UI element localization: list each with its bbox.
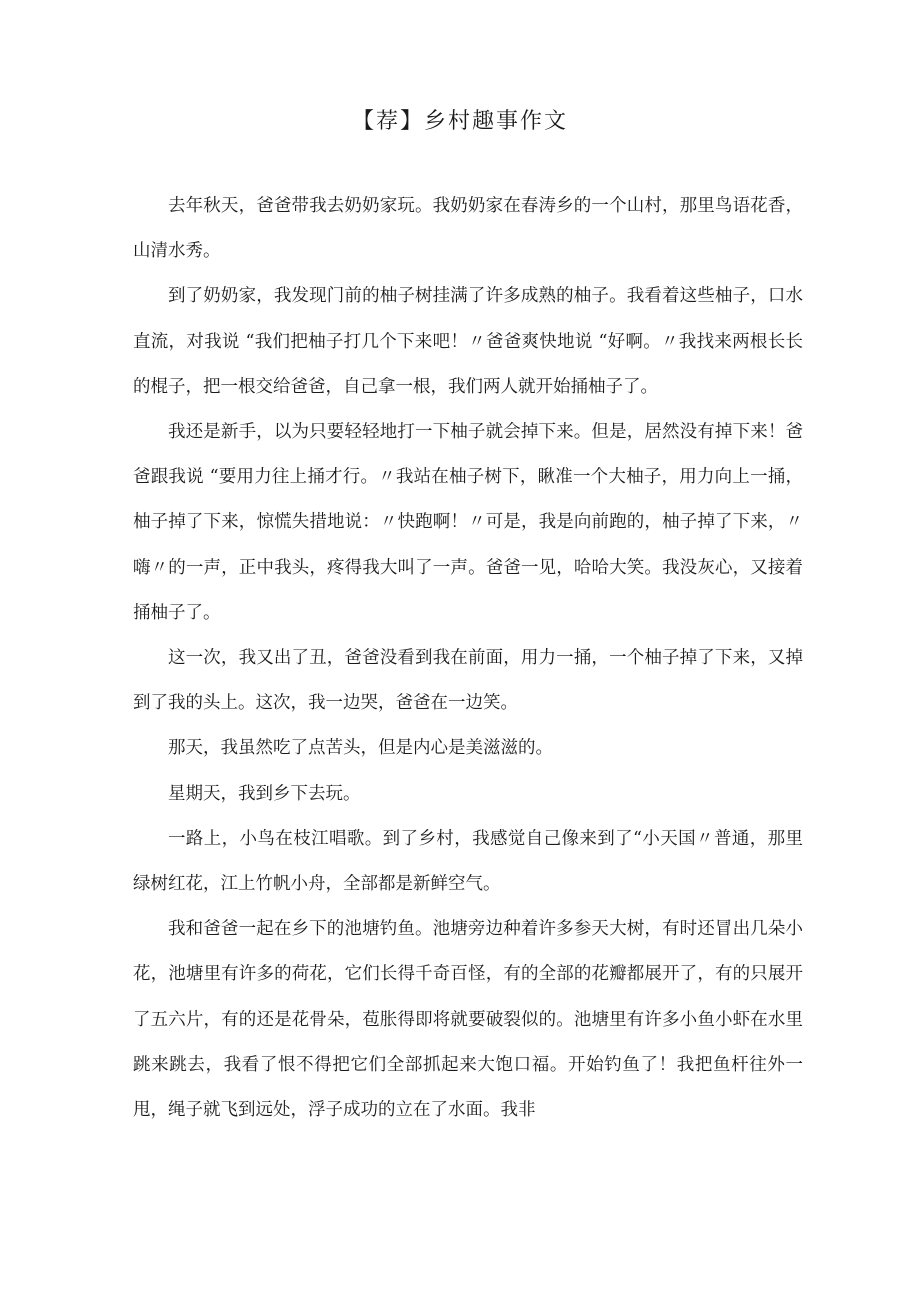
paragraph: 我和爸爸一起在乡下的池塘钓鱼。池塘旁边种着许多参天大树，有时还冒出几朵小花，池塘里有许多的荷花，它们长得千奇百怪，有的全部的花瓣都展开了，有的只展开了五六片，有的还是花骨朵，苞胀得即将就要破裂似的。池塘里有许多小鱼小虾在水里跳来跳去，我看了恨不得把它们全部抓起来大饱口福。开始钓鱼了！我把鱼杆往外一甩，绳子就飞到远处，浮子成功的立在了水面。我非 [133, 919, 803, 1121]
paragraph: 我还是新手，以为只要轻轻地打一下柚子就会掉下来。但是，居然没有掉下来！爸爸跟我说 “要用力往上捅才行。〃我站在柚子树下，瞅准一个大柚子，用力向上一捅，柚子掉了下来，惊慌失措地说：〃快跑啊！〃可是，我是向前跑的，柚子掉了下来，〃嗨〃的一声，正中我头，疼得我大叫了一声。爸爸一见，哈哈大笑。我没灰心，又接着捅柚子了。 [133, 422, 803, 623]
document-body [133, 184, 803, 1133]
paragraph: 星期天，我到乡下去玩。 [168, 783, 361, 804]
document-title: 【荐】乡村趣事作文 [351, 109, 568, 134]
paragraph: 这一次，我又出了丑，爸爸没看到我在前面，用力一捅，一个柚子掉了下来，又掉到了我的头上。这次，我一边哭，爸爸在一边笑。 [133, 648, 803, 714]
paragraph: 去年秋天，爸爸带我去奶奶家玩。我奶奶家在春涛乡的一个山村，那里鸟语花香，山清水秀。 [133, 196, 803, 262]
paragraph: 到了奶奶家，我发现门前的柚子树挂满了许多成熟的柚子。我看着这些柚子，口水直流，对我说 “我们把柚子打几个下来吧！〃爸爸爽快地说 “好啊。〃我找来两根长长的棍子，把一根交给爸爸，自己拿一根，我们两人就开始捅柚子了。 [133, 286, 803, 397]
paragraph: 一路上，小鸟在枝江唱歌。到了乡村，我感觉自己像来到了“小天国〃普通，那里绿树红花，江上竹帆小舟，全部都是新鲜空气。 [133, 828, 803, 895]
paragraph: 那天，我虽然吃了点苦头，但是内心是美滋滋的。 [168, 738, 553, 759]
